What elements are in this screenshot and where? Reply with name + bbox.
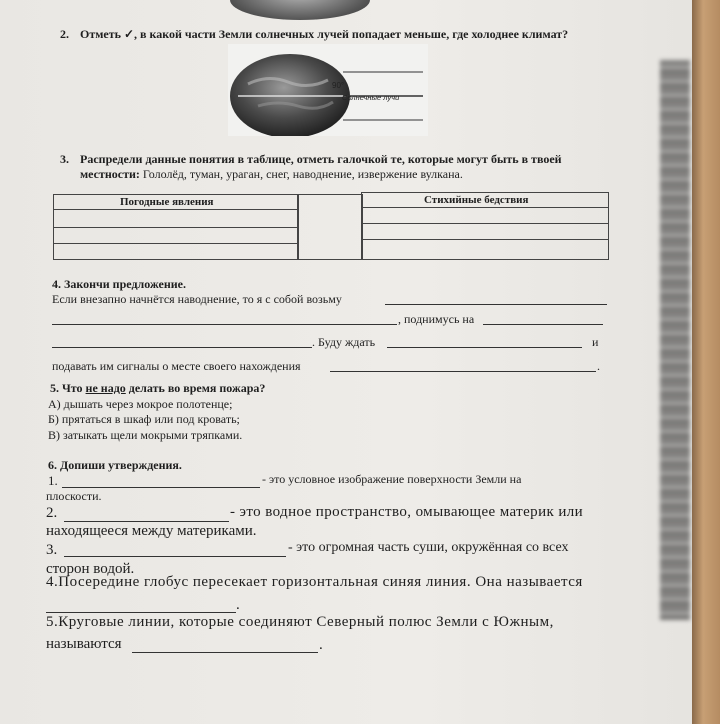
q6-s2-blank[interactable] <box>64 521 229 522</box>
weather-phenomena-table <box>53 194 299 260</box>
q5-option-a[interactable]: А) дышать через мокрое полотенце; <box>48 397 233 411</box>
q6-s2-number: 2. <box>46 505 58 521</box>
q3-text-line2-bold: местности: <box>80 167 140 181</box>
q5-title <box>50 381 265 396</box>
q5-title-post: делать во время пожара? <box>125 381 266 395</box>
q5-option-c[interactable]: В) затыкать щели мокрыми тряпками. <box>48 428 243 442</box>
q6-s3-number: 3. <box>46 542 58 558</box>
q6-s4-end: . <box>236 597 240 613</box>
q6-s2-text: - это водное пространство, омывающее материк или <box>230 504 584 520</box>
q4-title: 4. Закончи предложение. <box>52 277 186 291</box>
q3-number: 3. <box>60 152 69 166</box>
q5-title-pre: 5. Что <box>50 381 86 395</box>
q4-blank-4[interactable] <box>52 347 312 348</box>
page-edge-shadow <box>660 60 690 620</box>
q4-line1: Если внезапно начнётся наводнение, то я с собой возьму <box>52 292 342 306</box>
col-header-disasters: Стихийные бедствия <box>424 194 529 206</box>
table-gap-cell <box>297 194 363 260</box>
q6-s5-blank[interactable] <box>132 652 318 653</box>
q6-s5-text: 5.Круговые линии, которые соединяют Северный полюс Земли с Южным, <box>46 614 554 630</box>
q4-line2: , поднимусь на <box>398 312 475 326</box>
q6-s3-text: - это огромная часть суши, окружённая со всех <box>288 540 569 555</box>
col-header-weather: Погодные явления <box>120 196 214 208</box>
q4-blank-2[interactable] <box>52 324 397 325</box>
q6-title: 6. Допиши утверждения. <box>48 458 182 472</box>
q5-title-underlined: не надо <box>85 381 126 395</box>
q6-s4-blank[interactable] <box>46 612 236 613</box>
angle-label: 90° <box>332 81 345 90</box>
rays-label: Солнечные лучи <box>342 93 400 102</box>
q6-s1-cont: плоскости. <box>46 489 102 503</box>
q4-blank-1[interactable] <box>385 304 607 305</box>
earth-globe <box>230 54 350 136</box>
q4-line3-end: и <box>592 335 599 349</box>
q6-s1-blank[interactable] <box>62 487 260 488</box>
q6-s1-text: - это условное изображение поверхности Земли на <box>262 472 522 486</box>
q2-text: Отметь ✓, в какой части Земли солнечных лучей попадает меньше, где холоднее климат? <box>80 27 569 41</box>
q4-line4-end: . <box>597 359 600 373</box>
q4-blank-5[interactable] <box>387 347 582 348</box>
globe-image-top <box>230 0 370 20</box>
q4-blank-6[interactable] <box>330 371 596 372</box>
q6-s3-blank[interactable] <box>64 556 286 557</box>
natural-disasters-table <box>361 192 609 260</box>
q6-s5-end: . <box>319 637 323 653</box>
earth-sun-rays-diagram <box>228 44 428 136</box>
q3-text-line2 <box>80 167 463 182</box>
q4-line4: подавать им сигналы о месте своего нахождения <box>52 359 301 373</box>
q6-s2-cont: находящееся между материками. <box>46 523 257 539</box>
q6-s1-number: 1. <box>48 473 58 488</box>
q5-option-b[interactable]: Б) прятаться в шкаф или под кровать; <box>48 412 240 426</box>
q4-blank-3[interactable] <box>483 324 603 325</box>
table-surface <box>692 0 720 724</box>
q6-s4-text: 4.Посередине глобус пересекает горизонтальная синяя линия. Она называется <box>46 574 583 590</box>
q6-s3-cont: сторон водой. <box>46 561 135 577</box>
q2-number: 2. <box>60 27 69 41</box>
q3-text-line2-rest: Гололёд, туман, ураган, снег, наводнение, извержение вулкана. <box>142 167 463 181</box>
q3-text-line1: Распредели данные понятия в таблице, отметь галочкой те, которые могут быть в твоей <box>80 152 562 166</box>
q6-s5-cont: называются <box>46 636 122 652</box>
q4-line3: . Буду ждать <box>312 335 376 349</box>
